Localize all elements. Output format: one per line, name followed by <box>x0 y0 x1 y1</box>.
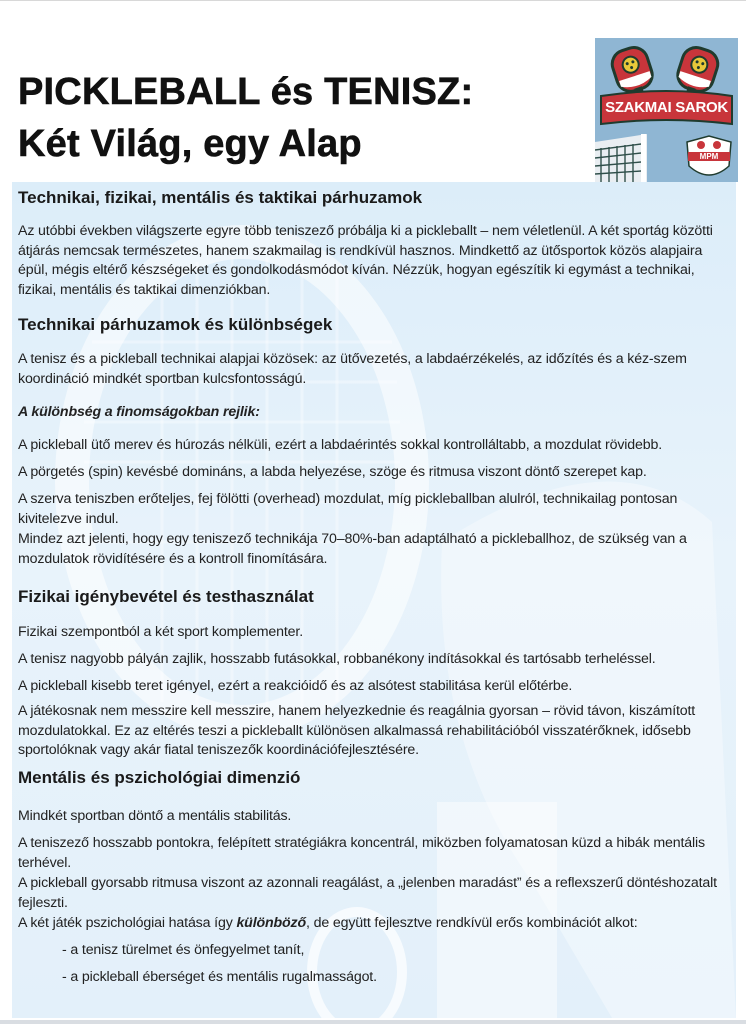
mental-bullet: - a pickleball éberséget és mentális rugalmasságot. <box>62 969 377 985</box>
title-line-2: Két Világ, egy Alap <box>18 123 362 165</box>
technical-point: A szerva teniszben erőteljes, fej fölötti (overhead) mozdulat, míg pickleballban alulról, technikailag pontosan kivitelezve indul. <box>18 491 678 527</box>
net-icon <box>595 134 647 182</box>
logo-banner-text: SZAKMAI SAROK <box>605 99 728 116</box>
physical-point: Fizikai szempontból a két sport komplementer. <box>18 624 304 640</box>
technical-paragraph: A tenisz és a pickleball technikai alapjai közösek: az ütővezetés, a labdaérzékelés, az időzítés és a kéz-szem koordináció mindkét sportban kulcsfontosságú. <box>18 351 687 387</box>
physical-point: A pickleball kisebb teret igényel, ezért a reakcióidő és az alsótest stabilitása kerül előtérbe. <box>18 678 573 694</box>
logo-badge-text: MPM <box>699 152 719 161</box>
section-heading-physical: Fizikai igénybevétel és testhasználat <box>18 587 314 606</box>
mental-point: Mindkét sportban döntő a mentális stabilitás. <box>18 808 292 824</box>
section-heading-intro: Technikai, fizikai, mentális és taktikai párhuzamok <box>18 188 423 207</box>
technical-point: A pörgetés (spin) kevésbé domináns, a labda helyezése, szöge és ritmusa viszont döntő szerepet kap. <box>18 464 647 480</box>
mental-point: A teniszező hosszabb pontokra, felépített stratégiákra koncentrál, miközben folyamatosan küzd a hibák mentális terhével. <box>18 835 705 871</box>
page-title <box>18 66 473 170</box>
summary-before: A két játék pszichológiai hatása így <box>18 915 237 931</box>
szakmai-sarok-logo <box>595 38 738 182</box>
summary-emphasis: különböző <box>236 915 307 931</box>
section-heading-technical: Technikai párhuzamok és különbségek <box>18 315 333 334</box>
technical-subheading: A különbség a finomságokban rejlik: <box>18 404 260 420</box>
bottom-border <box>0 1020 746 1024</box>
technical-point: A pickleball ütő merev és húrozás nélküli, ezért a labdaérintés sokkal kontrolláltabb, a mozdulat rövidebb. <box>18 437 663 453</box>
top-border <box>0 0 746 1</box>
technical-point: Mindez azt jelenti, hogy egy teniszező technikája 70–80%-ban adaptálható a pickleballhoz, de szükség van a mozdulatok rövidítésére és a kontroll finomítására. <box>18 531 687 567</box>
physical-point: A játékosnak nem messzire kell messzire, hanem helyezkednie és reagálnia gyorsan – rövid távon, kiszámított mozdulatokkal. Ez az eltérés teszi a pickleballt különösen alkalmassá rehabilitációból visszatérőknek, idősebb sportolóknak vagy akár fiatal teniszezők koordinációfejlesztésére. <box>18 703 696 758</box>
title-line-1: PICKLEBALL és TENISZ: <box>18 71 474 113</box>
mental-point: A pickleball gyorsabb ritmusa viszont az azonnali reagálást, a „jelenben maradást” és a reflexszerű döntéshozatalt fejleszti. <box>18 875 717 911</box>
mental-summary <box>18 914 730 934</box>
mental-bullet: - a tenisz türelmet és önfegyelmet tanít, <box>62 942 305 958</box>
intro-paragraph: Az utóbbi években világszerte egyre több teniszező próbálja ki a pickleballt – nem véletlenül. A két sportág közötti átjárás nemcsak természetes, hanem szakmailag is rendkívül hasznos. Mindkettő az ütősportok közös alapjaira épül, mégis eltérő készségeket és gondolkodásmódot kíván. Nézzük, hogyan egészítik ki egymást a technikai, fizikai, mentális és taktikai dimenziókban. <box>18 223 713 298</box>
summary-after: , de együtt fejlesztve rendkívül erős kombinációt alkot: <box>306 915 638 931</box>
physical-point: A tenisz nagyobb pályán zajlik, hosszabb futásokkal, robbanékony indításokkal és tartósabb terheléssel. <box>18 651 656 667</box>
section-heading-mental: Mentális és pszichológiai dimenzió <box>18 768 301 787</box>
